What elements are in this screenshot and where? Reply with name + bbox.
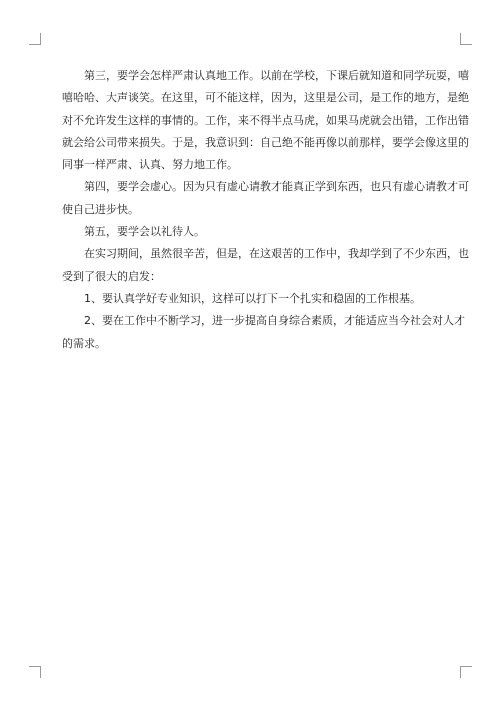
text-line: 对不允许发生这样的事情的。工作，来不得半点马虎，如果马虎就会出错，工作出错 [62,113,469,127]
text-line: 第五，要学会以礼待人。 [84,225,205,239]
document-body [62,65,469,355]
text-line: 第三，要学会怎样严肃认真地工作。以前在学校，下课后就知道和同学玩耍，嘻 [84,69,469,82]
paragraph-item-2 [62,310,465,355]
text-line: 1、要认真学好专业知识，这样可以打下一个扎实和稳固的工作根基。 [84,291,421,305]
paragraph-item-1 [62,288,438,310]
paragraph-fifth-point [62,221,438,243]
text-line: 受到了很大的启发： [62,269,161,283]
text-line: 2、要在工作中不断学习，进一步提高自身综合素质，才能适应当今社会对人才 [84,314,465,328]
text-line: 嘻哈哈、大声谈笑。在这里，可不能这样，因为，这里是公司，是工作的地方，是绝 [62,91,469,105]
paragraph-internship-summary [62,243,469,288]
text-line: 的需求。 [62,336,106,350]
crop-mark-top-left [29,33,41,45]
text-line: 第四，要学会虚心。因为只有虚心请教才能真正学到东西，也只有虚心请教才可 [84,180,469,194]
crop-mark-bottom-right [460,666,472,678]
paragraph-third-point [62,65,469,176]
crop-mark-bottom-left [29,666,41,678]
text-line: 使自己进步快。 [62,202,139,216]
text-line: 同事一样严肃、认真、努力地工作。 [62,158,238,172]
paragraph-fourth-point [62,176,469,221]
text-line: 就会给公司带来损失。于是，我意识到：自己绝不能再像以前那样，要学会像这里的 [62,135,469,149]
text-line: 在实习期间，虽然很辛苦，但是，在这艰苦的工作中，我却学到了不少东西，也 [84,247,469,261]
crop-mark-top-right [460,33,472,45]
